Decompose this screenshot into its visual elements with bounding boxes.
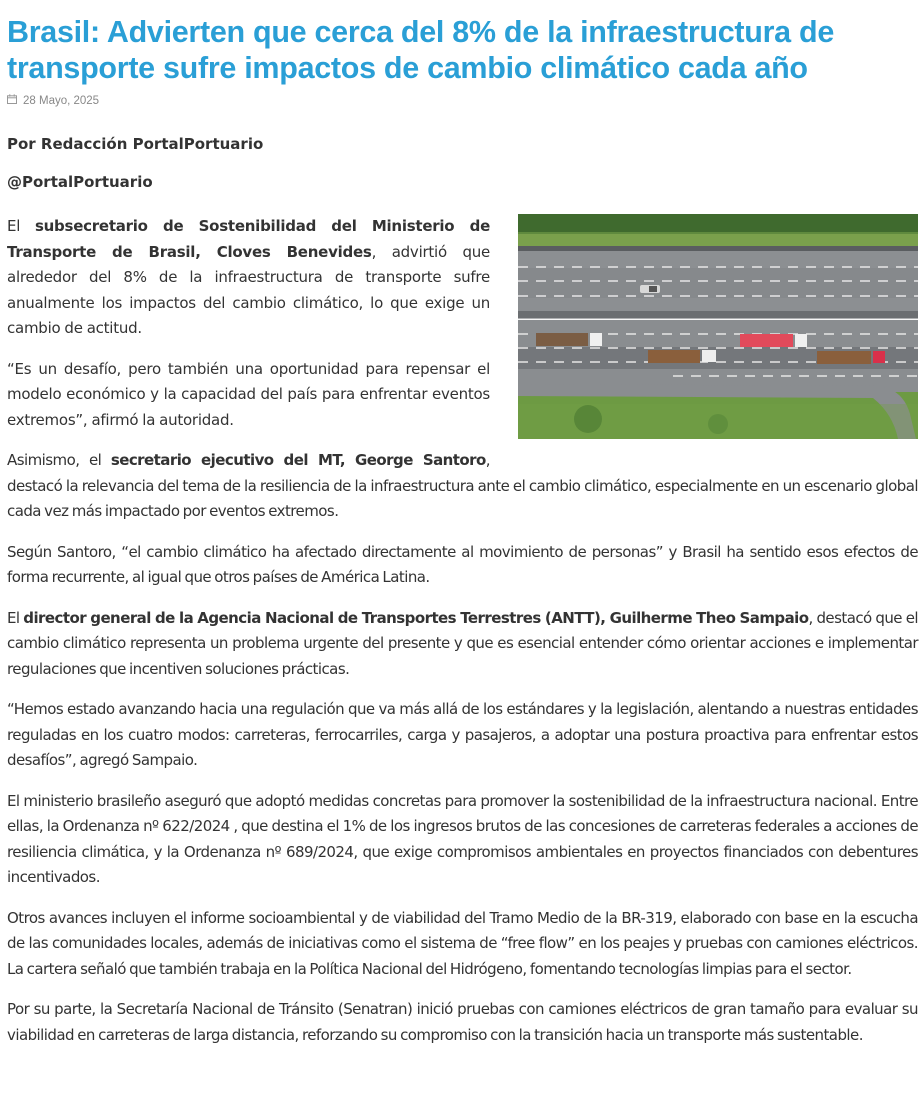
article-image — [518, 214, 918, 439]
paragraph: El ministerio brasileño aseguró que adoptó medidas concretas para promover la sostenibilidad de la infraestructura nacional. Entre ellas, la Ordenanza nº 622/2024 , que destina el 1% de los ingresos brutos de las concesiones de carreteras federales a acciones de resiliencia climática, y la Ordenanza nº 689/2024, que exige compromisos ambientales en proyectos financiados con debentures incentivados. — [7, 791, 918, 886]
bold-name: secretario ejecutivo del MT, George Santoro — [110, 451, 486, 469]
article-date: 28 Mayo, 2025 — [23, 94, 100, 107]
author-handle-link[interactable]: @PortalPortuario — [7, 173, 153, 191]
article-meta — [7, 94, 918, 107]
article-title: Brasil: Advierten que cerca del 8% de la infraestructura de transporte sufre impactos de cambio climático cada año — [7, 15, 835, 85]
paragraph: Según Santoro, “el cambio climático ha afectado directamente al movimiento de personas” y Brasil ha sentido esos efectos de forma recurrente, al igual que otros países de América Latina. — [7, 542, 918, 586]
bold-name: subsecretario de Sostenibilidad del Ministerio de Transporte de Brasil, Cloves Benevides — [7, 217, 490, 261]
highway-aerial-photo — [518, 214, 918, 439]
paragraph: Otros avances incluyen el informe socioambiental y de viabilidad del Tramo Medio de la BR-319, elaborado con base en la escucha de las comunidades locales, además de iniciativas como el sistema de “free flow” en los peajes y pruebas con camiones eléctricos. La cartera señaló que también trabaja en la Política Nacional del Hidrógeno, fomentando tecnologías limpias para el sector. — [7, 908, 918, 978]
paragraph: Por su parte, la Secretaría Nacional de Tránsito (Senatran) inició pruebas con camiones eléctricos de gran tamaño para evaluar su viabilidad en carreteras de larga distancia, reforzando su compromiso con la transición hacia un transporte más sustentable. — [7, 1000, 918, 1044]
paragraph: “Hemos estado avanzando hacia una regulación que va más allá de los estándares y la legislación, alentando a nuestras entidades reguladas en los cuatro modos: carreteras, ferrocarriles, carga y pasajeros, a adoptar una postura proactiva para enfrentar estos desafíos”, agregó Sampaio. — [7, 700, 918, 769]
paragraph: Asimismo, el secretario ejecutivo del MT, George Santoro, destacó la relevancia del tema de la resiliencia de la infraestructura ante el cambio climático, especialmente en un escenario global cada vez más impactado por eventos extremos. — [7, 451, 918, 520]
paragraph: El director general de la Agencia Nacional de Transportes Terrestres (ANTT), Guilherme Theo Sampaio, destacó que el cambio climático representa un problema urgente del presente y que es esencial entender cómo orientar acciones e implementar regulaciones que incentiven soluciones prácticas. — [7, 608, 918, 678]
paragraph: “Es un desafío, pero también una oportunidad para repensar el modelo económico y la capacidad del país para enfrentar eventos extremos”, afirmó la autoridad. — [7, 359, 490, 429]
paragraph: El subsecretario de Sostenibilidad del Ministerio de Transporte de Brasil, Cloves Benevides, advirtió que alrededor del 8% de la infraestructura de transporte sufre anualmente los impactos del cambio climático, lo que exige un cambio de actitud. — [7, 217, 490, 337]
article-body — [7, 214, 918, 1048]
article-byline: Por Redacción PortalPortuario — [7, 135, 264, 153]
calendar-icon — [7, 94, 23, 107]
bold-name: director general de la Agencia Nacional de Transportes Terrestres (ANTT), Guilherme Theo Sampaio — [23, 608, 809, 627]
